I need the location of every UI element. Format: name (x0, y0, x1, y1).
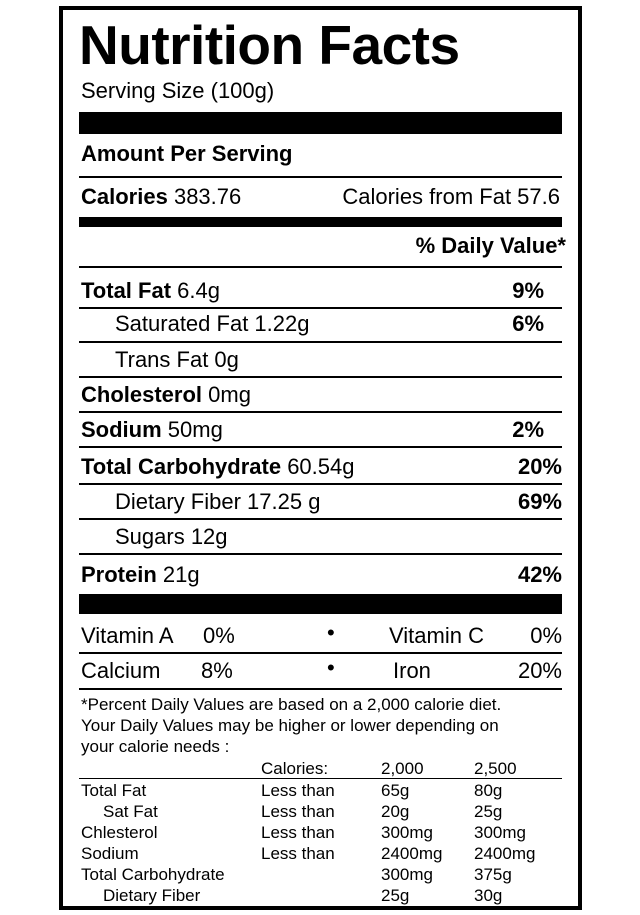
table-row-name: Total Carbohydrate (81, 865, 225, 884)
table-row-qualifier: Less than (261, 781, 335, 800)
nutrient-amount: 50mg (167, 417, 223, 442)
table-row-value-2500: 25g (474, 802, 503, 821)
nutrient-row-dietary-fiber: Dietary Fiber 17.25 g (115, 489, 321, 514)
bullet: • (327, 655, 335, 680)
table-row-name: Total Fat (81, 781, 147, 800)
table-row-value-2500: 300mg (474, 823, 526, 842)
amount-per-serving: Amount Per Serving (81, 141, 293, 166)
table-row-qualifier: Less than (261, 823, 335, 842)
calcium-pct: 8% (201, 658, 233, 683)
calories-value: 383.76 (173, 184, 242, 209)
table-row-name: Sat Fat (103, 802, 158, 821)
nutrient-pct: 6% (512, 311, 544, 336)
table-row-name: Sodium (81, 844, 139, 863)
nutrient-row-cholesterol (81, 384, 251, 406)
nutrient-label: Total Carbohydrate (81, 454, 282, 479)
vitamin-c-label: Vitamin C (389, 623, 484, 648)
divider (79, 553, 562, 555)
divider (79, 176, 562, 178)
table-row-value-2000: 300mg (381, 865, 433, 884)
nutrient-row-protein (81, 564, 200, 586)
table-row-value-2000: 65g (381, 781, 410, 800)
iron-label: Iron (393, 658, 431, 683)
footnote-line: your calorie needs : (81, 737, 230, 756)
vitamin-a-pct: 0% (203, 623, 235, 648)
calcium-label: Calcium (81, 658, 161, 683)
table-header-2000: 2,000 (381, 759, 424, 778)
divider (79, 266, 562, 268)
table-row-value-2000: 25g (381, 886, 410, 905)
table-row-value-2500: 80g (474, 781, 503, 800)
nutrient-row-saturated-fat: Saturated Fat 1.22g (115, 311, 310, 336)
iron-pct: 20% (517, 658, 562, 683)
divider (79, 376, 562, 378)
nutrient-label: Cholesterol (81, 382, 203, 407)
divider (79, 411, 562, 413)
table-row-name: Chlesterol (81, 823, 158, 842)
nutrient-pct: 69% (517, 489, 562, 514)
divider (79, 341, 562, 343)
table-header-calories: Calories: (261, 759, 329, 778)
divider (79, 652, 562, 654)
table-row-value-2000: 300mg (381, 823, 433, 842)
table-row-value-2000: 20g (381, 802, 410, 821)
table-row-name: Dietary Fiber (103, 886, 201, 905)
table-row-value-2500: 2400mg (474, 844, 536, 863)
label-title: Nutrition Facts (79, 14, 460, 76)
thick-divider (79, 594, 562, 614)
table-row-value-2500: 30g (474, 886, 503, 905)
daily-value-header: % Daily Value* (415, 233, 566, 258)
bullet: • (327, 620, 335, 645)
nutrient-row-trans-fat: Trans Fat 0g (115, 347, 239, 372)
calories-row (81, 186, 241, 208)
table-row-qualifier: Less than (261, 802, 335, 821)
nutrient-pct: 9% (512, 278, 544, 303)
table-row-qualifier: Less than (261, 844, 335, 863)
table-row-value-2500: 375g (474, 865, 512, 884)
nutrition-label (59, 6, 582, 910)
nutrient-pct: 42% (517, 562, 562, 587)
nutrient-pct: 20% (517, 454, 562, 479)
divider (79, 688, 562, 690)
nutrient-label: Protein (81, 562, 157, 587)
thick-divider (79, 112, 562, 134)
nutrient-amount: 21g (162, 562, 200, 587)
nutrient-label: Sodium (81, 417, 162, 442)
vitamin-a-label: Vitamin A (81, 623, 174, 648)
nutrient-row-total-fat (81, 280, 220, 302)
table-header-2500: 2,500 (474, 759, 517, 778)
table-divider (79, 778, 562, 779)
footnote-line: Your Daily Values may be higher or lower depending on (81, 716, 499, 735)
footnote-line: *Percent Daily Values are based on a 2,000 calorie diet. (81, 695, 502, 714)
medium-divider (79, 217, 562, 227)
divider (79, 446, 562, 448)
divider (79, 307, 562, 309)
divider (79, 518, 562, 520)
table-row-value-2000: 2400mg (381, 844, 443, 863)
vitamin-c-pct: 0% (530, 623, 562, 648)
nutrient-amount: 6.4g (177, 278, 220, 303)
nutrient-row-sodium (81, 419, 223, 441)
calories-label: Calories (81, 184, 168, 209)
nutrient-row-sugars: Sugars 12g (115, 524, 228, 549)
calories-from-fat: Calories from Fat 57.6 (342, 184, 560, 209)
nutrient-amount: 0mg (208, 382, 251, 407)
nutrient-amount: 60.54g (287, 454, 355, 479)
nutrient-label: Total Fat (81, 278, 172, 303)
serving-size: Serving Size (100g) (81, 78, 275, 103)
nutrient-row-total-carbohydrate (81, 456, 354, 478)
nutrient-pct: 2% (512, 417, 544, 442)
divider (79, 483, 562, 485)
